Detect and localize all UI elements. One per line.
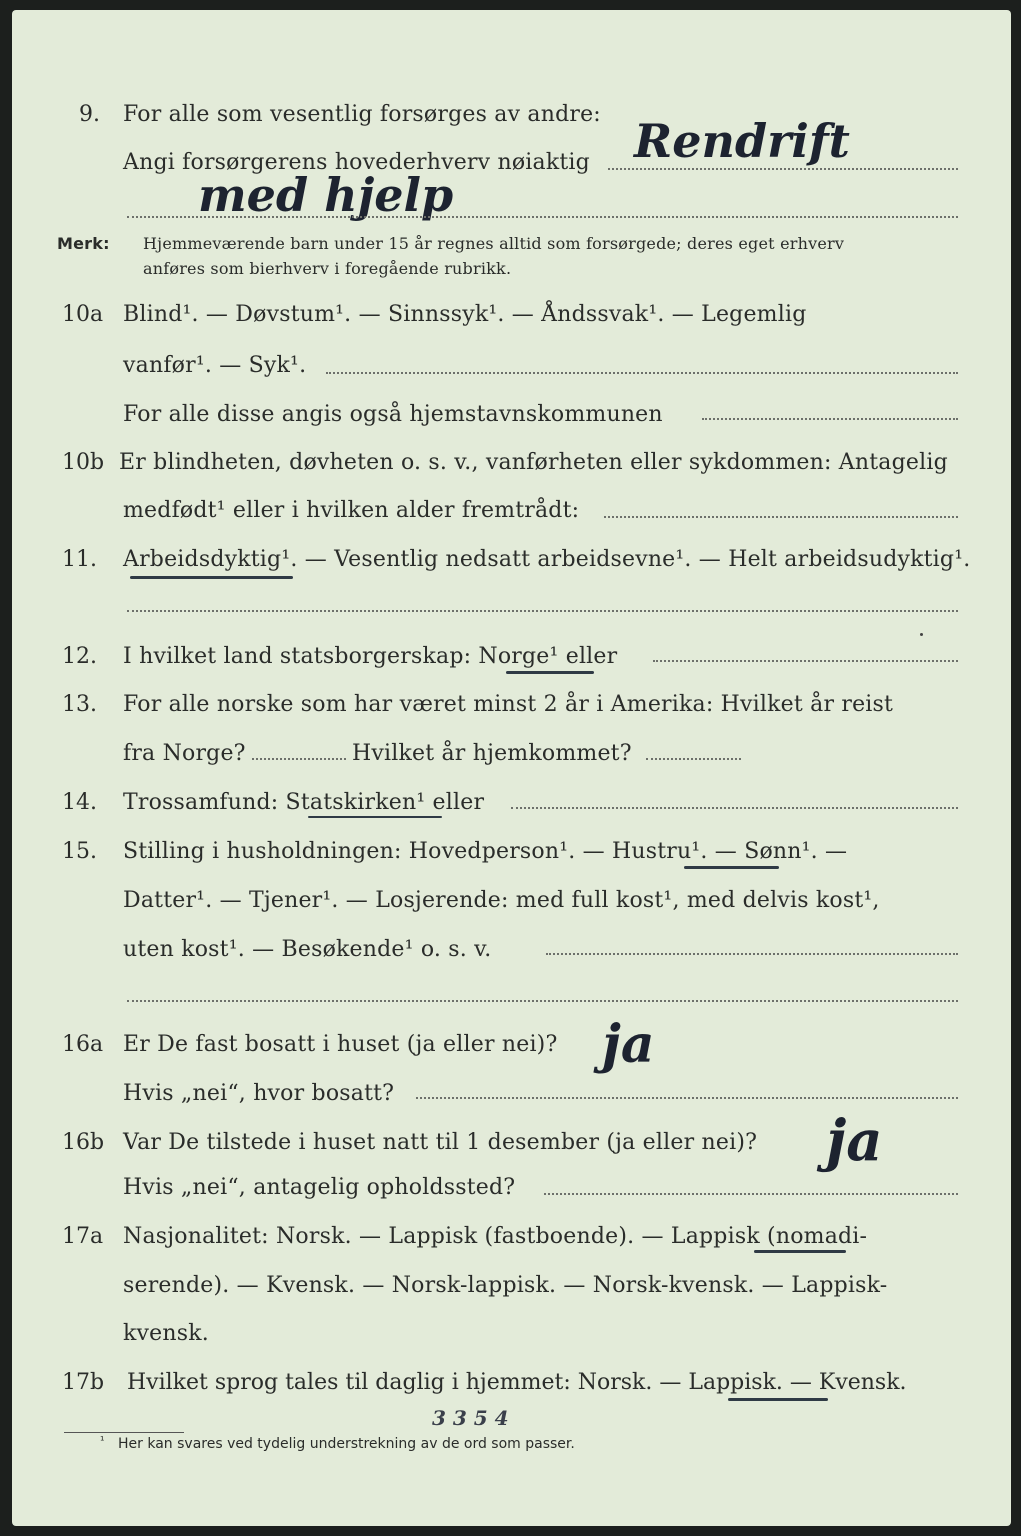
merk-line2: anføres som bierhverv i foregående rubrikk. [143, 259, 512, 278]
q10a-dotted-line-1 [326, 372, 958, 374]
q13-line2a: fra Norge? [123, 741, 246, 766]
q12-line1: I hvilket land statsborgerskap: Norge¹ eller [123, 644, 618, 669]
q16b-number: 16b [62, 1130, 105, 1155]
q10a-number: 10a [62, 302, 104, 327]
q16b-line2: Hvis „nei“, antagelig opholdssted? [123, 1175, 516, 1200]
q9-answer-dotted-line [608, 168, 958, 170]
q9-line2: Angi forsørgerens hovederhverv nøiaktig [123, 150, 590, 175]
q17a-underline-lappisk [754, 1250, 846, 1253]
q11-underline-arbeidsdyktig [130, 576, 293, 579]
q9-line1: For alle som vesentlig forsørges av andre: [123, 102, 601, 127]
q17a-number: 17a [62, 1224, 104, 1249]
q10b-line2: medfødt¹ eller i hvilken alder fremtrådt: [123, 498, 580, 523]
q10a-line1: Blind¹. — Døvstum¹. — Sinnssyk¹. — Åndssvak¹. — Legemlig [123, 302, 807, 327]
q17b-underline-lappisk [728, 1398, 828, 1401]
q10b-line1: Er blindheten, døvheten o. s. v., vanførheten eller sykdommen: Antagelig [119, 450, 948, 475]
q9-handwritten-answer-1: Rendrift [634, 114, 850, 168]
q13-dotted-line-1 [252, 758, 346, 760]
q13-line2b: Hvilket år hjemkommet? [352, 741, 632, 766]
q10a-line2: vanfør¹. — Syk¹. [123, 353, 307, 378]
q15-line3: uten kost¹. — Besøkende¹ o. s. v. [123, 937, 492, 962]
q14-underline-statskirken [308, 816, 442, 818]
q14-number: 14. [62, 790, 97, 815]
q11-dotted-line [127, 610, 958, 612]
q17a-line1: Nasjonalitet: Norsk. — Lappisk (fastboende). — Lappisk (nomadi- [123, 1224, 868, 1249]
footnote-rule [64, 1432, 184, 1433]
q9-second-dotted-line [127, 216, 958, 218]
q11-line1: Arbeidsdyktig¹. — Vesentlig nedsatt arbeidsevne¹. — Helt arbeidsudyktig¹. [123, 547, 971, 572]
q17b-line1: Hvilket sprog tales til daglig i hjemmet: Norsk. — Lappisk. — Kvensk. [127, 1370, 907, 1395]
footnote-marker: ¹ [100, 1434, 105, 1447]
q17a-line3: kvensk. [123, 1321, 209, 1346]
q16b-line1: Var De tilstede i huset natt til 1 desember (ja eller nei)? [123, 1130, 758, 1155]
q16a-line2: Hvis „nei“, hvor bosatt? [123, 1081, 395, 1106]
q16a-dotted-line [416, 1097, 958, 1099]
q9-number: 9. [79, 102, 100, 127]
q15-dotted-line-1 [546, 953, 958, 955]
merk-label: Merk: [57, 234, 110, 253]
q16a-line1: Er De fast bosatt i huset (ja eller nei)? [123, 1032, 558, 1057]
q16b-handwritten-answer: ja [826, 1108, 883, 1174]
q17a-line2: serende). — Kvensk. — Norsk-lappisk. — Norsk-kvensk. — Lappisk- [123, 1273, 888, 1298]
q13-line1: For alle norske som har været minst 2 år i Amerika: Hvilket år reist [123, 692, 894, 717]
q15-number: 15. [62, 839, 97, 864]
q12-dotted-line [653, 660, 958, 662]
q16a-handwritten-answer: ja [602, 1014, 655, 1075]
q10b-dotted-line [604, 516, 958, 518]
q12-number: 12. [62, 644, 97, 669]
q16a-number: 16a [62, 1032, 104, 1057]
q10a-line3: For alle disse angis også hjemstavnskommunen [123, 402, 663, 427]
q17b-number: 17b [62, 1370, 105, 1395]
q10a-dotted-line-2 [702, 418, 958, 420]
q15-underline-hustru [684, 866, 779, 869]
ink-speck [920, 633, 923, 636]
q9-handwritten-answer-2: med hjelp [198, 168, 454, 222]
q13-dotted-line-2 [646, 758, 741, 760]
footnote-text: Her kan svares ved tydelig understrekning av de ord som passer. [118, 1436, 575, 1452]
q14-dotted-line [511, 807, 958, 809]
q13-number: 13. [62, 692, 97, 717]
q15-dotted-line-2 [127, 1000, 958, 1002]
merk-line1: Hjemmeværende barn under 15 år regnes alltid som forsørgede; deres eget erhverv [143, 234, 845, 253]
q16b-dotted-line [544, 1193, 958, 1195]
q14-line1: Trossamfund: Statskirken¹ eller [123, 790, 485, 815]
q11-number: 11. [62, 547, 97, 572]
q10b-number: 10b [62, 450, 105, 475]
pencil-scribble: 3 3 5 4 [432, 1406, 509, 1430]
census-form-page [12, 10, 1011, 1526]
q12-underline-norge [506, 671, 594, 674]
q15-line1: Stilling i husholdningen: Hovedperson¹. — Hustru¹. — Sønn¹. — [123, 839, 848, 864]
q15-line2: Datter¹. — Tjener¹. — Losjerende: med full kost¹, med delvis kost¹, [123, 888, 880, 913]
